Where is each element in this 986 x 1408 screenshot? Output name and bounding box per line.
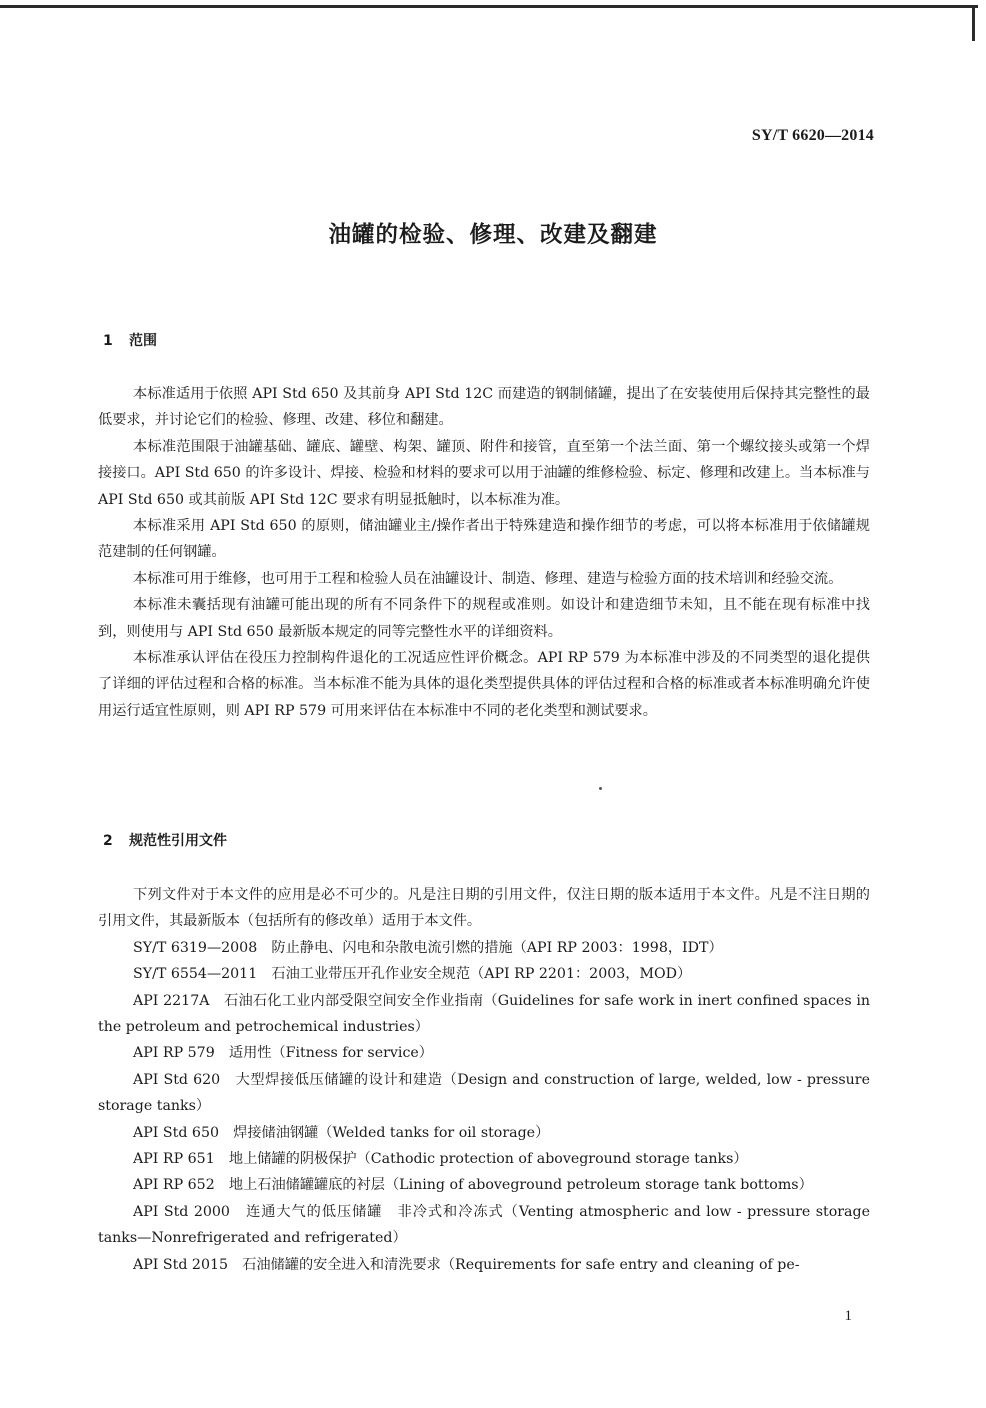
section-2-body [98, 882, 870, 1278]
paragraph: 下列文件对于本文件的应用是必不可少的。凡是注日期的引用文件，仅注日期的版本适用于本文件。凡是不注日期的引用文件，其最新版本（包括所有的修改单）适用于本文件。 [98, 887, 870, 930]
paragraph: 本标准未囊括现有油罐可能出现的所有不同条件下的规程或准则。如设计和建造细节未知，且不能在现有标准中找到，则使用与 API Std 650 最新版本规定的同等完整性水平的详细资料。 [98, 597, 870, 640]
reference-item: API Std 2015 石油储罐的安全进入和清洗要求（Requirements for safe entry and cleaning of pe- [133, 1256, 800, 1273]
section-1-number: 1 [103, 333, 113, 349]
document-title: 油罐的检验、修理、改建及翻建 [328, 222, 658, 248]
reference-item: SY/T 6554—2011 石油工业带压开孔作业安全规范（API RP 2201：2003，MOD） [133, 966, 692, 983]
reference-item: API Std 650 焊接储油钢罐（Welded tanks for oil storage） [133, 1124, 550, 1141]
section-2-number: 2 [103, 833, 113, 849]
page-number: 1 [844, 1308, 852, 1324]
reference-item: API 2217A 石油石化工业内部受限空间安全作业指南（Guidelines for safe work in inert confined spaces in the petroleum and petrochemical industries） [98, 992, 870, 1036]
section-2-heading [103, 830, 227, 850]
standard-code: SY/T 6620—2014 [751, 127, 874, 144]
reference-item: API RP 579 适用性（Fitness for service） [133, 1045, 433, 1062]
paragraph: 本标准承认评估在役压力控制构件退化的工况适应性评价概念。API RP 579 为本标准中涉及的不同类型的退化提供了详细的评估过程和合格的标准。当本标准不能为具体的退化类型提供具体的评估过程和合格的标准或者本标准明确允许使用运行适宜性原则，则 API RP 579 可用来评估在本标准中不同的老化类型和测试要求。 [98, 650, 870, 719]
reference-item: API RP 652 地上石油储罐罐底的衬层（Lining of aboveground petroleum storage tank bottoms） [133, 1177, 813, 1194]
reference-item: API Std 620 大型焊接低压储罐的设计和建造（Design and construction of large, welded, low - pressure storage tanks） [98, 1071, 870, 1115]
top-border-line [0, 5, 978, 8]
section-1-body [98, 381, 870, 724]
corner-mark [972, 5, 975, 41]
paragraph: 本标准范围限于油罐基础、罐底、罐壁、构架、罐顶、附件和接管，直至第一个法兰面、第一个螺纹接头或第一个焊接接口。API Std 650 的许多设计、焊接、检验和材料的要求可以用于油罐的维修检验、标定、修理和改建上。当本标准与 API Std 650 或其前版 API Std 12C 要求有明显抵触时，以本标准为准。 [98, 438, 870, 508]
paragraph: 本标准可用于维修，也可用于工程和检验人员在油罐设计、制造、修理、建造与检验方面的技术培训和经验交流。 [133, 570, 843, 587]
reference-item: API RP 651 地上储罐的阴极保护（Cathodic protection of aboveground storage tanks） [133, 1151, 748, 1168]
reference-item: API Std 2000 连通大气的低压储罐 非冷式和冷冻式（Venting atmospheric and low - pressure storage tanks—Nonrefrigerated and refrigerated） [98, 1203, 870, 1247]
reference-item: SY/T 6319—2008 防止静电、闪电和杂散电流引燃的措施（API RP 2003：1998，IDT） [133, 939, 723, 956]
section-1-heading [103, 330, 157, 350]
section-1-title: 范围 [129, 333, 157, 349]
section-2-title: 规范性引用文件 [129, 833, 227, 849]
paragraph: 本标准采用 API Std 650 的原则，储油罐业主/操作者出于特殊建造和操作细节的考虑，可以将本标准用于依储罐规范建制的任何钢罐。 [98, 518, 870, 561]
scan-speck [599, 787, 602, 790]
paragraph: 本标准适用于依照 API Std 650 及其前身 API Std 12C 而建造的钢制储罐，提出了在安装使用后保持其完整性的最低要求，并讨论它们的检验、修理、改建、移位和翻建。 [98, 386, 870, 429]
